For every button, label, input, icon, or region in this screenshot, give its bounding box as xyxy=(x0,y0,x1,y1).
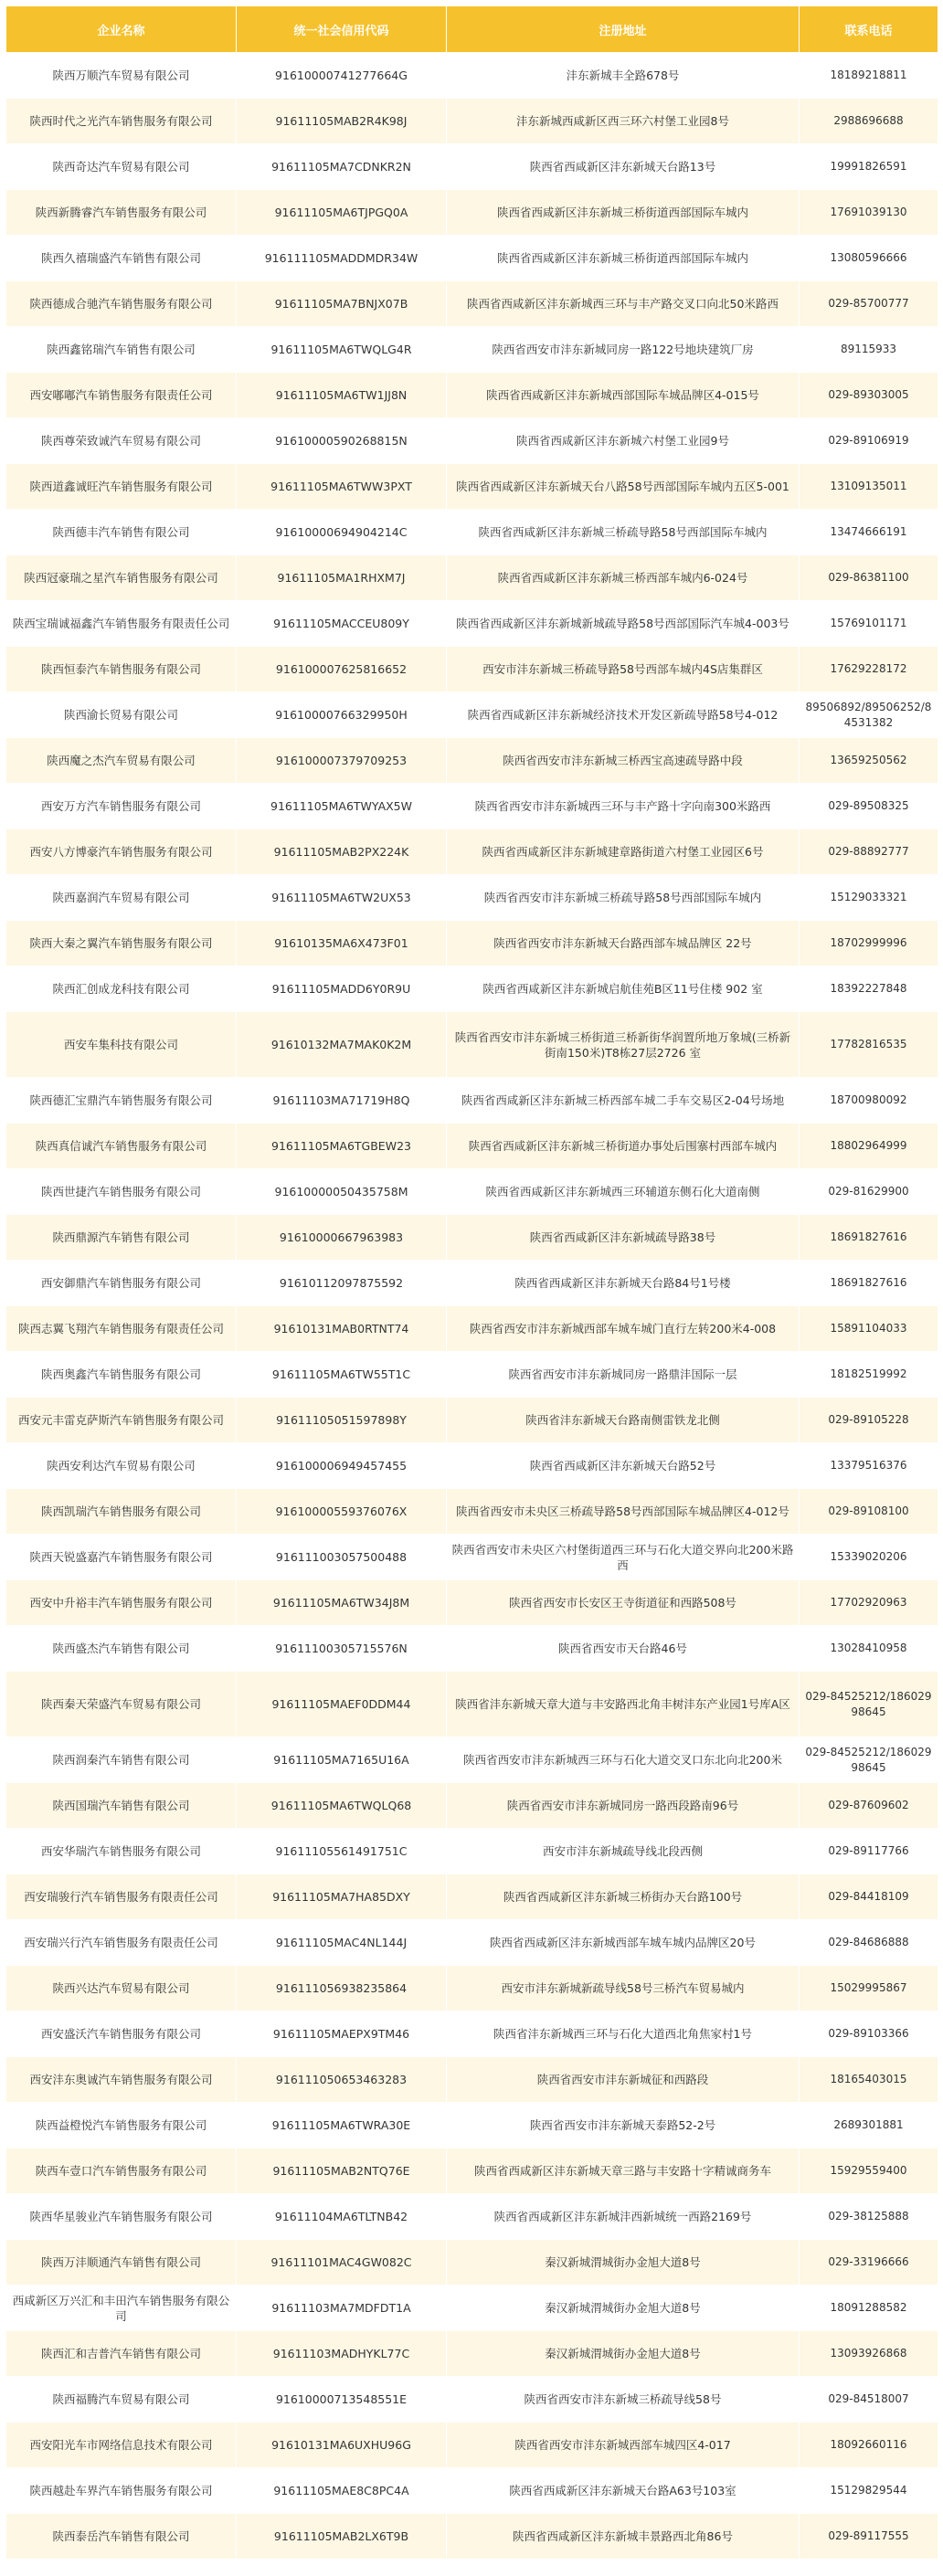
cell-phone: 15029995867 xyxy=(800,1966,938,2011)
cell-address: 陕西省西咸新区沣东新城三桥街道办事处后围寨村西部车城内 xyxy=(447,1124,800,1169)
cell-phone: 029-84525212/18602998645 xyxy=(800,1737,938,1783)
table-row xyxy=(6,464,938,510)
cell-address: 陕西省西安市沣东新城三桥西宝高速疏导路中段 xyxy=(447,738,800,784)
cell-phone: 029-89103366 xyxy=(800,2011,938,2057)
cell-credit-code: 91611105MAB2NTQ76E xyxy=(237,2148,447,2194)
cell-company-name: 陕西冠豪瑞之星汽车销售服务有限公司 xyxy=(6,555,237,601)
cell-credit-code: 91610000766329950H xyxy=(237,692,447,738)
cell-address: 秦汉新城渭城街办金旭大道8号 xyxy=(447,2286,800,2331)
cell-phone: 18691827616 xyxy=(800,1215,938,1261)
table-row xyxy=(6,418,938,464)
cell-company-name: 西安嘟嘟汽车销售服务有限责任公司 xyxy=(6,373,237,418)
cell-credit-code: 91610000694904214C xyxy=(237,510,447,555)
cell-credit-code: 91611105MA6TWYAX5W xyxy=(237,784,447,829)
cell-company-name: 陕西奥鑫汽车销售服务有限公司 xyxy=(6,1352,237,1398)
cell-credit-code: 91611105MAEPX9TM46 xyxy=(237,2011,447,2057)
cell-credit-code: 91611105MA6TW55T1C xyxy=(237,1352,447,1398)
cell-phone: 029-81629900 xyxy=(800,1169,938,1215)
table-row xyxy=(6,327,938,373)
cell-credit-code: 91611103MA7MDFDT1A xyxy=(237,2286,447,2331)
cell-address: 西安市沣东新城新疏导线58号三桥汽车贸易城内 xyxy=(447,1966,800,2011)
table-row xyxy=(6,2103,938,2148)
cell-phone: 18702999996 xyxy=(800,921,938,966)
cell-credit-code: 91610132MA7MAK0K2M xyxy=(237,1012,447,1078)
table-body xyxy=(6,53,938,2560)
cell-phone: 15769101171 xyxy=(800,601,938,647)
table-row xyxy=(6,1580,938,1626)
cell-address: 陕西省西咸新区沣东新城三桥街办天台路100号 xyxy=(447,1874,800,1920)
cell-address: 陕西省沣东新城天章大道与丰安路西北角丰树沣东产业园1号库A区 xyxy=(447,1672,800,1737)
cell-company-name: 西安万方汽车销售服务有限公司 xyxy=(6,784,237,829)
table-row xyxy=(6,1169,938,1215)
cell-address: 陕西省西咸新区沣东新城启航佳苑B区11号住楼 902 室 xyxy=(447,966,800,1012)
cell-phone: 18392227848 xyxy=(800,966,938,1012)
cell-address: 陕西省沣东新城天台路南侧雷铁龙北侧 xyxy=(447,1398,800,1443)
cell-phone: 15339020206 xyxy=(800,1535,938,1580)
cell-phone: 17629228172 xyxy=(800,647,938,692)
cell-address: 陕西省西咸新区沣东新城西三环与丰产路交叉口向北50米路西 xyxy=(447,281,800,327)
table-row xyxy=(6,647,938,692)
table-row xyxy=(6,2423,938,2468)
table-row xyxy=(6,236,938,281)
table-row xyxy=(6,99,938,144)
cell-credit-code: 91611101MAC4GW082C xyxy=(237,2240,447,2286)
cell-company-name: 陕西鼎源汽车销售有限公司 xyxy=(6,1215,237,1261)
cell-company-name: 西安八方博豪汽车销售服务有限公司 xyxy=(6,829,237,875)
cell-credit-code: 91611105MAEF0DDM44 xyxy=(237,1672,447,1737)
cell-phone: 029-38125888 xyxy=(800,2194,938,2240)
cell-phone: 13659250562 xyxy=(800,738,938,784)
cell-phone: 89115933 xyxy=(800,327,938,373)
cell-credit-code: 91611105MA6TW2UX53 xyxy=(237,875,447,921)
table-row xyxy=(6,1829,938,1874)
cell-phone: 18182519992 xyxy=(800,1352,938,1398)
cell-address: 陕西省西安市沣东新城三桥疏导线58号 xyxy=(447,2377,800,2423)
cell-company-name: 西安车集科技有限公司 xyxy=(6,1012,237,1078)
cell-credit-code: 91611105MAB2PX224K xyxy=(237,829,447,875)
cell-phone: 17691039130 xyxy=(800,190,938,236)
cell-company-name: 陕西魔之杰汽车贸易有限公司 xyxy=(6,738,237,784)
cell-address: 陕西省西咸新区沣东新城西部国际车城品牌区4-015号 xyxy=(447,373,800,418)
cell-phone: 029-89108100 xyxy=(800,1489,938,1535)
table-row xyxy=(6,2194,938,2240)
cell-address: 陕西省西安市沣东新城同房一路西段路南96号 xyxy=(447,1783,800,1829)
cell-phone: 18700980092 xyxy=(800,1078,938,1124)
cell-company-name: 西安御鼎汽车销售服务有限公司 xyxy=(6,1261,237,1306)
table-row xyxy=(6,1215,938,1261)
cell-address: 陕西省西咸新区沣东新城西部车城车城内品牌区20号 xyxy=(447,1920,800,1966)
cell-phone: 13474666191 xyxy=(800,510,938,555)
cell-credit-code: 916111050653463283 xyxy=(237,2057,447,2103)
cell-address: 秦汉新城渭城街办金旭大道8号 xyxy=(447,2331,800,2377)
cell-phone: 13093926868 xyxy=(800,2331,938,2377)
header-address: 注册地址 xyxy=(447,6,800,53)
cell-address: 陕西省西安市沣东新城三桥疏导路58号西部国际车城内 xyxy=(447,875,800,921)
cell-address: 陕西省西安市沣东新城西部车城四区4-017 xyxy=(447,2423,800,2468)
cell-address: 陕西省西咸新区沣东新城三桥街道西部国际车城内 xyxy=(447,236,800,281)
cell-company-name: 陕西万顺汽车贸易有限公司 xyxy=(6,53,237,99)
cell-credit-code: 91610000590268815N xyxy=(237,418,447,464)
cell-address: 西安市沣东新城疏导线北段西侧 xyxy=(447,1829,800,1874)
cell-phone: 18091288582 xyxy=(800,2286,938,2331)
cell-address: 陕西省西咸新区沣东新城新城疏导路58号西部国际汽车城4-003号 xyxy=(447,601,800,647)
cell-company-name: 陕西道鑫诚旺汽车销售服务有限公司 xyxy=(6,464,237,510)
cell-phone: 029-89105228 xyxy=(800,1398,938,1443)
cell-company-name: 西安中升裕丰汽车销售服务有限公司 xyxy=(6,1580,237,1626)
cell-address: 陕西省西安市未央区三桥疏导路58号西部国际车城品牌区4-012号 xyxy=(447,1489,800,1535)
cell-credit-code: 916100007379709253 xyxy=(237,738,447,784)
cell-address: 陕西省西咸新区沣东新城天台路52号 xyxy=(447,1443,800,1489)
cell-phone: 13109135011 xyxy=(800,464,938,510)
cell-company-name: 陕西润秦汽车销售有限公司 xyxy=(6,1737,237,1783)
cell-company-name: 陕西安利达汽车贸易有限公司 xyxy=(6,1443,237,1489)
cell-address: 陕西省西咸新区沣东新城天台路13号 xyxy=(447,144,800,190)
cell-credit-code: 916111003057500488 xyxy=(237,1535,447,1580)
table-row xyxy=(6,601,938,647)
cell-company-name: 陕西车壹口汽车销售服务有限公司 xyxy=(6,2148,237,2194)
cell-phone: 2988696688 xyxy=(800,99,938,144)
cell-credit-code: 91610000559376076X xyxy=(237,1489,447,1535)
cell-company-name: 陕西德汇宝鼎汽车销售服务有限公司 xyxy=(6,1078,237,1124)
cell-address: 陕西省西安市沣东新城西三环与石化大道交叉口东北向北200米 xyxy=(447,1737,800,1783)
cell-credit-code: 916100007625816652 xyxy=(237,647,447,692)
cell-company-name: 陕西世捷汽车销售服务有限公司 xyxy=(6,1169,237,1215)
cell-phone: 17702920963 xyxy=(800,1580,938,1626)
cell-address: 陕西省西咸新区沣东新城沣西新城统一西路2169号 xyxy=(447,2194,800,2240)
cell-phone: 15129829544 xyxy=(800,2468,938,2514)
cell-company-name: 陕西盛杰汽车销售有限公司 xyxy=(6,1626,237,1672)
cell-credit-code: 91610112097875592 xyxy=(237,1261,447,1306)
cell-credit-code: 916111056938235864 xyxy=(237,1966,447,2011)
cell-address: 陕西省西咸新区沣东新城天台路84号1号楼 xyxy=(447,1261,800,1306)
cell-phone: 18189218811 xyxy=(800,53,938,99)
cell-phone: 029-89106919 xyxy=(800,418,938,464)
cell-phone: 029-84686888 xyxy=(800,1920,938,1966)
table-row xyxy=(6,1306,938,1352)
cell-address: 西安市沣东新城三桥疏导路58号西部车城内4S店集群区 xyxy=(447,647,800,692)
cell-phone: 15929559400 xyxy=(800,2148,938,2194)
cell-address: 陕西省西安市沣东新城天泰路52-2号 xyxy=(447,2103,800,2148)
cell-company-name: 西安华瑞汽车销售服务有限公司 xyxy=(6,1829,237,1874)
cell-credit-code: 91611104MA6TLTNB42 xyxy=(237,2194,447,2240)
table-row xyxy=(6,1489,938,1535)
cell-credit-code: 91611105MA7165U16A xyxy=(237,1737,447,1783)
cell-phone: 13028410958 xyxy=(800,1626,938,1672)
table-row xyxy=(6,190,938,236)
cell-credit-code: 91611105051597898Y xyxy=(237,1398,447,1443)
table-row xyxy=(6,2286,938,2331)
cell-credit-code: 91611105MA7CDNKR2N xyxy=(237,144,447,190)
cell-credit-code: 91611105MA6TJPGQ0A xyxy=(237,190,447,236)
cell-phone: 13080596666 xyxy=(800,236,938,281)
table-row xyxy=(6,555,938,601)
table-row xyxy=(6,510,938,555)
cell-address: 陕西省西安市沣东新城西三环与丰产路十字向南300米路西 xyxy=(447,784,800,829)
table-row xyxy=(6,281,938,327)
cell-address: 陕西省西安市沣东新城同房一路122号地块建筑厂房 xyxy=(447,327,800,373)
cell-address: 陕西省西安市沣东新城同房一路鼎沣国际一层 xyxy=(447,1352,800,1398)
cell-address: 陕西省西咸新区沣东新城疏导路38号 xyxy=(447,1215,800,1261)
cell-company-name: 陕西恒泰汽车销售服务有限公司 xyxy=(6,647,237,692)
cell-address: 陕西省西安市沣东新城三桥街道三桥新街华润置所地万象城(三桥新街南150米)T8栋27层2726 室 xyxy=(447,1012,800,1078)
cell-phone: 029-87609602 xyxy=(800,1783,938,1829)
cell-credit-code: 91611105MA1RHXM7J xyxy=(237,555,447,601)
table-row xyxy=(6,1261,938,1306)
cell-address: 陕西省西安市未央区六村堡街道西三环与石化大道交界向北200米路西 xyxy=(447,1535,800,1580)
table-row xyxy=(6,966,938,1012)
cell-company-name: 陕西万沣顺通汽车销售有限公司 xyxy=(6,2240,237,2286)
table-row xyxy=(6,1124,938,1169)
cell-company-name: 陕西汇和吉普汽车销售有限公司 xyxy=(6,2331,237,2377)
table-row xyxy=(6,1737,938,1783)
table-row xyxy=(6,738,938,784)
cell-company-name: 陕西益橙悦汽车销售服务有限公司 xyxy=(6,2103,237,2148)
cell-credit-code: 91610131MAB0RTNT74 xyxy=(237,1306,447,1352)
cell-company-name: 陕西尊荣致诚汽车贸易有限公司 xyxy=(6,418,237,464)
company-table xyxy=(5,5,938,2560)
cell-address: 陕西省西咸新区沣东新城丰景路西北角86号 xyxy=(447,2514,800,2560)
cell-address: 陕西省沣东新城西三环与石化大道西北角焦家村1号 xyxy=(447,2011,800,2057)
table-row xyxy=(6,2377,938,2423)
header-row xyxy=(6,6,938,53)
cell-company-name: 陕西久禧瑞盛汽车销售有限公司 xyxy=(6,236,237,281)
table-row xyxy=(6,1078,938,1124)
company-table-container xyxy=(5,5,938,2560)
cell-company-name: 陕西宝瑞诚福鑫汽车销售服务有限责任公司 xyxy=(6,601,237,647)
table-row xyxy=(6,1443,938,1489)
cell-address: 陕西省西安市沣东新城征和西路段 xyxy=(447,2057,800,2103)
table-row xyxy=(6,2514,938,2560)
cell-credit-code: 916111105MADDMDR34W xyxy=(237,236,447,281)
cell-phone: 029-89117766 xyxy=(800,1829,938,1874)
table-row xyxy=(6,1626,938,1672)
cell-phone: 19991826591 xyxy=(800,144,938,190)
cell-address: 陕西省西咸新区沣东新城三桥西部车城内6-024号 xyxy=(447,555,800,601)
table-row xyxy=(6,1920,938,1966)
cell-phone: 029-89508325 xyxy=(800,784,938,829)
cell-credit-code: 91611103MA71719H8Q xyxy=(237,1078,447,1124)
cell-phone: 2689301881 xyxy=(800,2103,938,2148)
table-row xyxy=(6,1783,938,1829)
header-phone: 联系电话 xyxy=(800,6,938,53)
table-row xyxy=(6,2011,938,2057)
cell-company-name: 陕西越赴车界汽车销售服务有限公司 xyxy=(6,2468,237,2514)
cell-company-name: 陕西福腾汽车贸易有限公司 xyxy=(6,2377,237,2423)
cell-company-name: 陕西大秦之翼汽车销售服务有限公司 xyxy=(6,921,237,966)
cell-address: 陕西省西安市长安区王寺街道征和西路508号 xyxy=(447,1580,800,1626)
table-header xyxy=(6,6,938,53)
cell-phone: 18092660116 xyxy=(800,2423,938,2468)
cell-company-name: 陕西国瑞汽车销售有限公司 xyxy=(6,1783,237,1829)
cell-phone: 18165403015 xyxy=(800,2057,938,2103)
table-row xyxy=(6,2057,938,2103)
cell-phone: 18802964999 xyxy=(800,1124,938,1169)
cell-address: 陕西省西咸新区沣东新城三桥街道西部国际车城内 xyxy=(447,190,800,236)
cell-credit-code: 91611105MA7BNJX07B xyxy=(237,281,447,327)
cell-credit-code: 91611105561491751C xyxy=(237,1829,447,1874)
cell-phone: 029-89117555 xyxy=(800,2514,938,2560)
table-row xyxy=(6,829,938,875)
cell-company-name: 陕西新腾睿汽车销售服务有限公司 xyxy=(6,190,237,236)
cell-company-name: 陕西汇创成龙科技有限公司 xyxy=(6,966,237,1012)
cell-credit-code: 916100006949457455 xyxy=(237,1443,447,1489)
cell-credit-code: 91610131MA6UXHU96G xyxy=(237,2423,447,2468)
cell-address: 陕西省西咸新区沣东新城西三环辅道东侧石化大道南侧 xyxy=(447,1169,800,1215)
cell-credit-code: 91611100305715576N xyxy=(237,1626,447,1672)
table-row xyxy=(6,53,938,99)
cell-credit-code: 91610135MA6X473F01 xyxy=(237,921,447,966)
cell-credit-code: 91611105MA7HA85DXY xyxy=(237,1874,447,1920)
cell-credit-code: 91610000050435758M xyxy=(237,1169,447,1215)
header-company-name: 企业名称 xyxy=(6,6,237,53)
cell-address: 陕西省西咸新区沣东新城经济技术开发区新疏导路58号4-012 xyxy=(447,692,800,738)
table-row xyxy=(6,373,938,418)
cell-credit-code: 91611105MAB2R4K98J xyxy=(237,99,447,144)
cell-phone: 15891104033 xyxy=(800,1306,938,1352)
table-row xyxy=(6,1398,938,1443)
cell-company-name: 陕西奇达汽车贸易有限公司 xyxy=(6,144,237,190)
cell-company-name: 西咸新区万兴汇和丰田汽车销售服务有限公司 xyxy=(6,2286,237,2331)
cell-address: 陕西省西安市天台路46号 xyxy=(447,1626,800,1672)
table-row xyxy=(6,2331,938,2377)
cell-credit-code: 91611105MACCEU809Y xyxy=(237,601,447,647)
cell-credit-code: 91611105MA6TW34J8M xyxy=(237,1580,447,1626)
cell-phone: 029-86381100 xyxy=(800,555,938,601)
table-row xyxy=(6,1874,938,1920)
cell-company-name: 陕西渝长贸易有限公司 xyxy=(6,692,237,738)
cell-credit-code: 91610000741277664G xyxy=(237,53,447,99)
cell-phone: 029-84418109 xyxy=(800,1874,938,1920)
cell-phone: 029-84525212/18602998645 xyxy=(800,1672,938,1737)
cell-credit-code: 91611103MADHYKL77C xyxy=(237,2331,447,2377)
table-row xyxy=(6,1535,938,1580)
cell-company-name: 陕西天锐盛嘉汽车销售服务有限公司 xyxy=(6,1535,237,1580)
cell-company-name: 陕西真信诚汽车销售服务有限公司 xyxy=(6,1124,237,1169)
cell-address: 陕西省西咸新区沣东新城三桥西部车城二手车交易区2-04号场地 xyxy=(447,1078,800,1124)
table-row xyxy=(6,144,938,190)
cell-credit-code: 91610000667963983 xyxy=(237,1215,447,1261)
cell-credit-code: 91611105MA6TWRA30E xyxy=(237,2103,447,2148)
cell-credit-code: 91611105MA6TWW3PXT xyxy=(237,464,447,510)
cell-company-name: 陕西时代之光汽车销售服务有限公司 xyxy=(6,99,237,144)
cell-company-name: 陕西秦天荣盛汽车贸易有限公司 xyxy=(6,1672,237,1737)
cell-address: 陕西省西咸新区沣东新城建章路街道六村堡工业园区6号 xyxy=(447,829,800,875)
cell-company-name: 西安沣东奥诚汽车销售服务有限公司 xyxy=(6,2057,237,2103)
table-row xyxy=(6,921,938,966)
cell-company-name: 陕西德丰汽车销售有限公司 xyxy=(6,510,237,555)
cell-credit-code: 91611105MA6TW1JJ8N xyxy=(237,373,447,418)
cell-credit-code: 91611105MA6TWQLQ68 xyxy=(237,1783,447,1829)
cell-phone: 15129033321 xyxy=(800,875,938,921)
cell-address: 陕西省西安市沣东新城天台路西部车城品牌区 22号 xyxy=(447,921,800,966)
table-row xyxy=(6,2468,938,2514)
cell-phone: 029-88892777 xyxy=(800,829,938,875)
cell-address: 陕西省西咸新区沣东新城天台八路58号西部国际车城内五区5-001 xyxy=(447,464,800,510)
cell-address: 沣东新城西咸新区西三环六村堡工业园8号 xyxy=(447,99,800,144)
table-row xyxy=(6,692,938,738)
cell-address: 陕西省西咸新区沣东新城天台路A63号103室 xyxy=(447,2468,800,2514)
cell-company-name: 陕西鑫铭瑞汽车销售有限公司 xyxy=(6,327,237,373)
table-row xyxy=(6,2148,938,2194)
header-credit-code: 统一社会信用代码 xyxy=(237,6,447,53)
cell-phone: 029-89303005 xyxy=(800,373,938,418)
cell-address: 秦汉新城渭城街办金旭大道8号 xyxy=(447,2240,800,2286)
table-row xyxy=(6,875,938,921)
cell-credit-code: 91611105MADD6Y0R9U xyxy=(237,966,447,1012)
cell-address: 陕西省西安市沣东新城西部车城车城门直行左转200米4-008 xyxy=(447,1306,800,1352)
table-row xyxy=(6,1352,938,1398)
cell-company-name: 陕西华星骏业汽车销售服务有限公司 xyxy=(6,2194,237,2240)
table-row xyxy=(6,2240,938,2286)
table-row xyxy=(6,1672,938,1737)
cell-company-name: 陕西志翼飞翔汽车销售服务有限责任公司 xyxy=(6,1306,237,1352)
cell-address: 陕西省西咸新区沣东新城三桥疏导路58号西部国际车城内 xyxy=(447,510,800,555)
cell-credit-code: 91611105MA6TWQLG4R xyxy=(237,327,447,373)
cell-credit-code: 91611105MAB2LX6T9B xyxy=(237,2514,447,2560)
cell-company-name: 陕西兴达汽车贸易有限公司 xyxy=(6,1966,237,2011)
cell-phone: 029-85700777 xyxy=(800,281,938,327)
cell-address: 沣东新城丰全路678号 xyxy=(447,53,800,99)
table-row xyxy=(6,1012,938,1078)
cell-company-name: 西安盛沃汽车销售服务有限公司 xyxy=(6,2011,237,2057)
cell-phone: 18691827616 xyxy=(800,1261,938,1306)
cell-company-name: 西安元丰雷克萨斯汽车销售服务有限公司 xyxy=(6,1398,237,1443)
cell-phone: 13379516376 xyxy=(800,1443,938,1489)
cell-credit-code: 91610000713548551E xyxy=(237,2377,447,2423)
cell-address: 陕西省西咸新区沣东新城六村堡工业园9号 xyxy=(447,418,800,464)
cell-company-name: 西安瑞兴行汽车销售服务有限责任公司 xyxy=(6,1920,237,1966)
cell-phone: 029-33196666 xyxy=(800,2240,938,2286)
table-row xyxy=(6,784,938,829)
cell-phone: 89506892/89506252/84531382 xyxy=(800,692,938,738)
cell-credit-code: 91611105MAE8C8PC4A xyxy=(237,2468,447,2514)
cell-address: 陕西省西咸新区沣东新城天章三路与丰安路十字精诚商务车 xyxy=(447,2148,800,2194)
cell-company-name: 西安瑞骏行汽车销售服务有限责任公司 xyxy=(6,1874,237,1920)
cell-company-name: 西安阳光车市网络信息技术有限公司 xyxy=(6,2423,237,2468)
cell-phone: 17782816535 xyxy=(800,1012,938,1078)
cell-credit-code: 91611105MAC4NL144J xyxy=(237,1920,447,1966)
cell-credit-code: 91611105MA6TGBEW23 xyxy=(237,1124,447,1169)
cell-phone: 029-84518007 xyxy=(800,2377,938,2423)
cell-company-name: 陕西嘉润汽车贸易有限公司 xyxy=(6,875,237,921)
cell-company-name: 陕西泰岳汽车销售有限公司 xyxy=(6,2514,237,2560)
cell-company-name: 陕西德成合驰汽车销售服务有限公司 xyxy=(6,281,237,327)
table-row xyxy=(6,1966,938,2011)
cell-company-name: 陕西凯瑞汽车销售服务有限公司 xyxy=(6,1489,237,1535)
